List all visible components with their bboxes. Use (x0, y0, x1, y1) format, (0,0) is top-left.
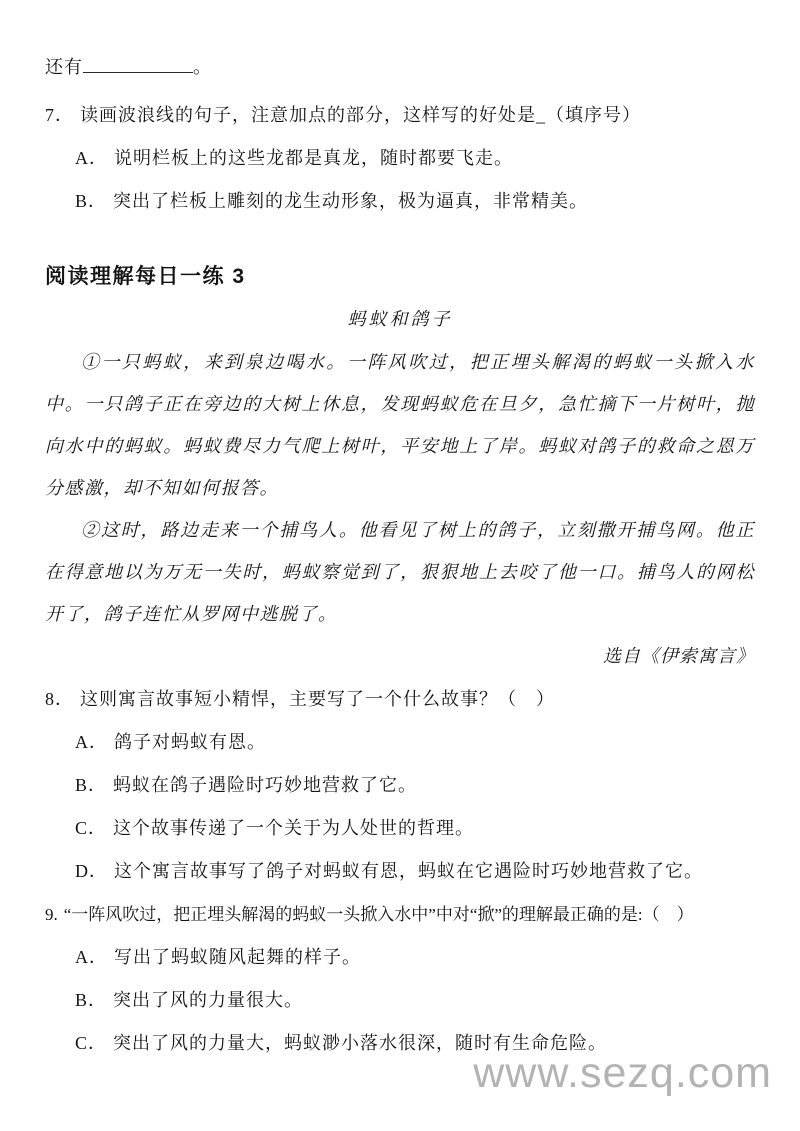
site-watermark: www.sezq.com (473, 1049, 772, 1097)
question-8-option-a-label: A． (75, 732, 108, 752)
question-9-option-b-label: B． (75, 990, 108, 1010)
question-8-option-a-text: 鸽子对蚂蚁有恩。 (114, 732, 266, 752)
question-8-option-b (45, 764, 755, 807)
question-9-number: 9. (45, 905, 58, 924)
question-9-text: “一阵风吹过，把正埋头解渴的蚂蚁一头掀入水中”中对“掀”的理解最正确的是:（ ） (63, 905, 694, 924)
question-9-option-a-text: 写出了蚂蚁随风起舞的样子。 (114, 947, 361, 967)
question-8-stem (45, 678, 755, 721)
question-9-option-b (45, 979, 755, 1022)
question-8-option-c-label: C． (75, 818, 108, 838)
fill-in-blank-suffix: 。 (193, 57, 212, 77)
question-7-number: 7． (45, 105, 74, 125)
question-8-option-c (45, 807, 755, 850)
question-8-option-b-label: B． (75, 775, 108, 795)
question-9-option-a-label: A． (75, 947, 108, 967)
section-heading: 阅读理解每日一练 3 (45, 265, 246, 288)
fill-in-blank-line (45, 46, 755, 89)
question-8-option-c-text: 这个故事传递了一个关于为人处世的哲理。 (113, 818, 475, 838)
question-7-text: 读画波浪线的句子，注意加点的部分，这样写的好处是_（填序号） (80, 105, 641, 125)
question-8-option-d (45, 850, 755, 893)
passage-paragraph-1: ①一只蚂蚁，来到泉边喝水。一阵风吹过，把正埋头解渴的蚂蚁一头掀入水中。一只鸽子正在旁边的大树上休息，发现蚂蚁危在旦夕，急忙摘下一片树叶，抛向水中的蚂蚁。蚂蚁费尽力气爬上树叶，平安地上了岸。蚂蚁对鸽子的救命之恩万分感激，却不知如何报答。 (45, 352, 755, 498)
question-7-option-b-label: B． (75, 191, 108, 211)
reading-passage (45, 298, 755, 678)
passage-paragraph-2: ②这时，路边走来一个捕鸟人。他看见了树上的鸽子，立刻撒开捕鸟网。他正在得意地以为万无一失时，蚂蚁察觉到了，狠狠地上去咬了他一口。捕鸟人的网松开了，鸽子连忙从罗网中逃脱了。 (45, 520, 755, 624)
question-9-stem (45, 893, 755, 936)
passage-title: 蚂蚁和鸽子 (347, 309, 453, 329)
question-8-option-a (45, 721, 755, 764)
passage-source: 选自《伊索寓言》 (603, 646, 755, 666)
question-7-option-b (45, 180, 755, 223)
question-7-option-a (45, 137, 755, 180)
question-7-option-a-text: 说明栏板上的这些龙都是真龙，随时都要飞走。 (114, 148, 513, 168)
question-7-option-a-label: A． (75, 148, 108, 168)
question-9-option-b-text: 突出了风的力量很大。 (113, 990, 304, 1010)
question-8-option-d-text: 这个寓言故事写了鸽子对蚂蚁有恩，蚂蚁在它遇险时巧妙地营救了它。 (114, 861, 703, 881)
blank-underline (83, 53, 193, 73)
fill-in-blank-prefix: 还有 (45, 57, 83, 77)
question-9-option-c-label: C． (75, 1033, 108, 1053)
question-9-option-c-text: 突出了风的力量大，蚂蚁渺小落水很深，随时有生命危险。 (113, 1033, 608, 1053)
question-7-option-b-text: 突出了栏板上雕刻的龙生动形象，极为逼真，非常精美。 (113, 191, 589, 211)
question-7-stem (45, 94, 755, 137)
question-8-number: 8． (45, 689, 74, 709)
question-8-option-d-label: D． (75, 861, 108, 881)
question-8-option-b-text: 蚂蚁在鸽子遇险时巧妙地营救了它。 (113, 775, 418, 795)
question-9-option-a (45, 936, 755, 979)
question-8-text: 这则寓言故事短小精悍，主要写了一个什么故事？（ ） (80, 689, 555, 709)
